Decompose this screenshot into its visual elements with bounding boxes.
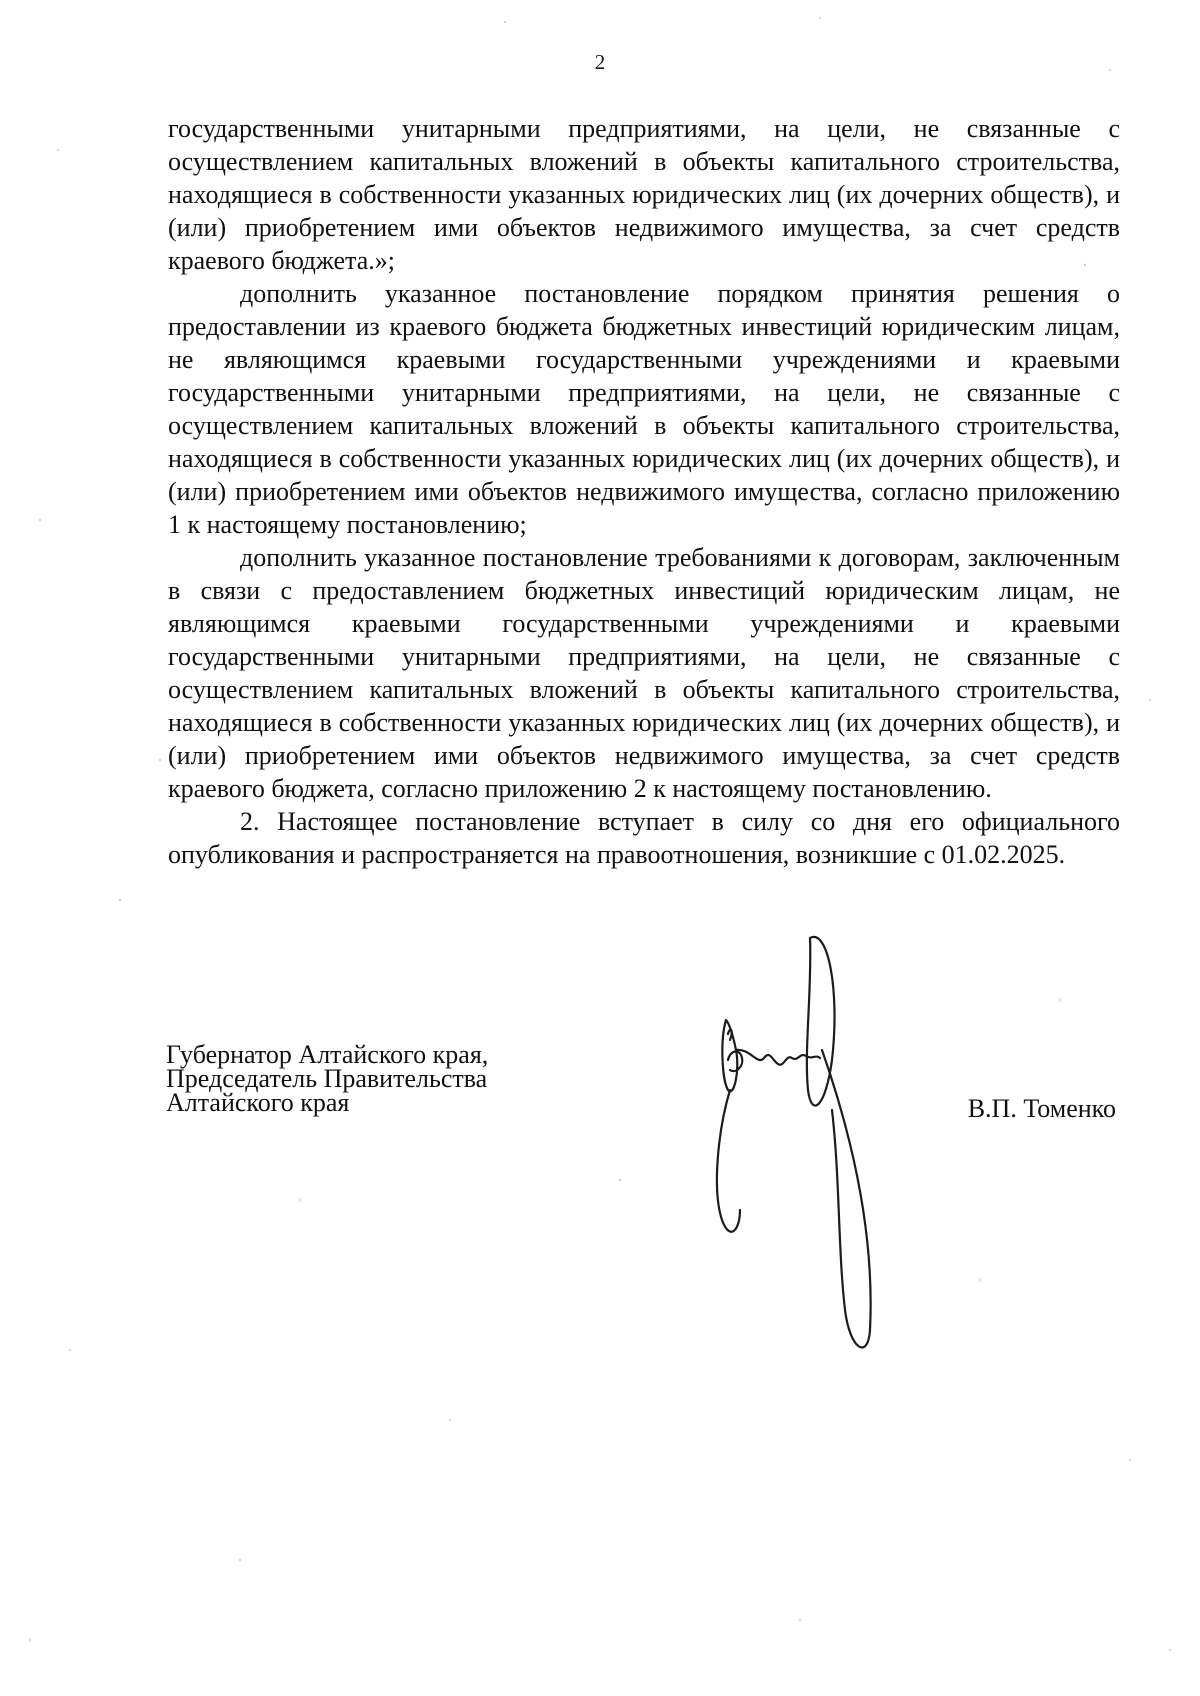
signer-title-line: Алтайского края bbox=[166, 1088, 350, 1117]
handwritten-signature bbox=[700, 930, 900, 1360]
paragraph-appendix-1: дополнить указанное постановление порядком принятия решения о предоставлении из краевого бюджета бюджетных инвестиций юридическим лицам, не являющимся краевыми государственными учреждениями и краевыми государственными унитарными предприятиями, на цели, не связанные с осуществлением капитальных вложений в объекты капитального строительства, находящиеся в собственности указанных юридических лиц (их дочерних обществ), и (или) приобретением ими объектов недвижимого имущества, согласно приложению 1 к настоящему постановлению; bbox=[168, 279, 1120, 539]
signer-title bbox=[166, 1040, 489, 1117]
paragraph-effective-date: 2. Настоящее постановление вступает в силу со дня его официального опубликования и распространяется на правоотношения, возникшие с 01.02.2025. bbox=[168, 807, 1120, 869]
document-body bbox=[168, 112, 1120, 871]
page-number: 2 bbox=[594, 50, 606, 74]
paragraph-continuation: государственными унитарными предприятиями, на цели, не связанные с осуществлением капитальных вложений в объекты капитального строительства, находящиеся в собственности указанных юридических лиц (их дочерних обществ), и (или) приобретением ими объектов недвижимого имущества, за счет средств краевого бюджета.»; bbox=[168, 114, 1120, 275]
signer-title-line: Губернатор Алтайского края, bbox=[166, 1040, 489, 1069]
signer-name: В.П. Томенко bbox=[967, 1094, 1116, 1123]
signer-title-line: Председатель Правительства bbox=[166, 1064, 488, 1093]
paragraph-appendix-2: дополнить указанное постановление требованиями к договорам, заключенным в связи с предоставлением бюджетных инвестиций юридическим лицам, не являющимся краевыми государственными учреждениями и краевыми государственными унитарными предприятиями, на цели, не связанные с осуществлением капитальных вложений в объекты капитального строительства, находящиеся в собственности указанных юридических лиц (их дочерних обществ), и (или) приобретением ими объектов недвижимого имущества, за счет средств краевого бюджета, согласно приложению 2 к настоящему постановлению. bbox=[168, 543, 1120, 803]
